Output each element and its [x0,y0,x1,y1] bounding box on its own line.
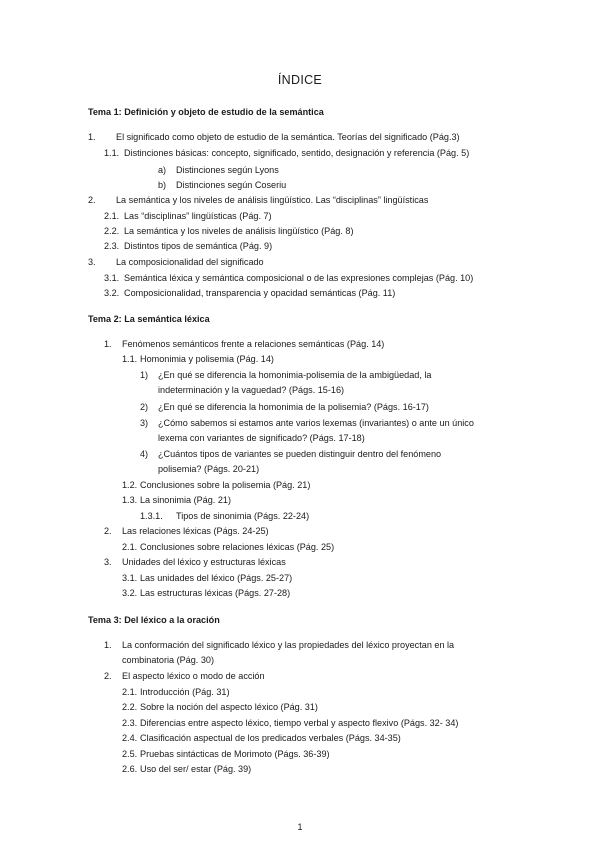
item-number: 3. [104,557,112,567]
item-text-continuation: combinatoria (Pág. 30) [122,655,214,665]
page-title: ÍNDICE [277,73,323,87]
item-number: 1. [104,339,112,349]
item-text: Pruebas sintácticas de Morimoto (Págs. 36-39) [140,749,330,759]
item-number: 2.6. [122,764,138,774]
item-number: 3.2. [122,588,138,598]
item-text: ¿En qué se diferencia la homonimia de la polisemia? (Págs. 16-17) [158,402,429,412]
item-text: Las estructuras léxicas (Págs. 27-28) [140,588,291,598]
page-number: 1 [297,822,303,832]
item-number: 2.3. [104,241,120,251]
item-number: 2.2. [122,702,138,712]
item-text: Unidades del léxico y estructuras léxicas [122,557,286,567]
item-text: La composicionalidad del significado [116,257,264,267]
item-text: Homonimia y polisemia (Pág. 14) [140,354,274,364]
item-text: El significado como objeto de estudio de la semántica. Teorías del significado (Pág.3) [116,132,460,142]
item-number: b) [158,180,167,190]
item-text-continuation: indeterminación y la vaguedad? (Págs. 15-16) [158,385,345,395]
item-number: 3) [140,418,149,428]
item-text: Distinciones según Lyons [176,165,279,175]
item-text-continuation: lexema con variantes de significado? (Págs. 17-18) [158,433,365,443]
item-number: 2. [104,526,112,536]
item-number: 2. [104,671,112,681]
item-number: 2) [140,402,149,412]
tema-heading: Tema 1: Definición y objeto de estudio de la semántica [88,107,324,117]
item-number: 4) [140,449,149,459]
item-text: Introducción (Pág. 31) [140,687,230,697]
item-text: Distinciones según Coseriu [176,180,287,190]
item-text: Sobre la noción del aspecto léxico (Pág. 31) [140,702,318,712]
item-number: 3.2. [104,288,120,298]
item-text: La conformación del significado léxico y las propiedades del léxico proyectan en la [122,640,455,650]
item-text: La semántica y los niveles de análisis lingüístico. Las “disciplinas” lingüísticas [116,195,429,205]
item-text: Clasificación aspectual de los predicados verbales (Págs. 34-35) [140,733,401,743]
item-number: 2.5. [122,749,138,759]
item-number: 3.1. [122,573,138,583]
item-text: Conclusiones sobre la polisemia (Pág. 21) [140,480,311,490]
item-number: 2.1. [104,211,120,221]
item-number: 1) [140,370,149,380]
item-text: ¿En qué se diferencia la homonimia-polisemia de la ambigüedad, la [158,370,432,380]
item-number: 2.3. [122,718,138,728]
item-text: El aspecto léxico o modo de acción [122,671,265,681]
item-text: Diferencias entre aspecto léxico, tiempo verbal y aspecto flexivo (Págs. 32- 34) [140,718,459,728]
item-number: 2.1. [122,542,138,552]
item-number: 2. [88,195,96,205]
item-number: 1.3. [122,495,138,505]
item-text: La semántica y los niveles de análisis lingüístico (Pág. 8) [124,226,354,236]
item-text: Tipos de sinonimia (Págs. 22-24) [176,511,310,521]
item-number: 1.2. [122,480,138,490]
item-text: Las unidades del léxico (Págs. 25-27) [140,573,293,583]
item-text: Las “disciplinas” lingüísticas (Pág. 7) [124,211,272,221]
item-text: Uso del ser/ estar (Pág. 39) [140,764,252,774]
item-text: Distintos tipos de semántica (Pág. 9) [124,241,273,251]
item-number: 2.1. [122,687,138,697]
item-text: La sinonimia (Pág. 21) [140,495,231,505]
item-text: ¿Cómo sabemos si estamos ante varios lexemas (invariantes) o ante un único [158,418,474,428]
item-number: 1. [104,640,112,650]
item-number: 3. [88,257,96,267]
item-text: Las relaciones léxicas (Págs. 24-25) [122,526,269,536]
item-text: ¿Cuántos tipos de variantes se pueden distinguir dentro del fenómeno [158,449,442,459]
item-text-continuation: polisemia? (Págs. 20-21) [158,464,260,474]
item-number: a) [158,165,167,175]
item-number: 1.1. [122,354,138,364]
item-number: 1.3.1. [140,511,163,521]
item-text: Semántica léxica y semántica composicional o de las expresiones complejas (Pág. 10) [124,273,474,283]
item-number: 3.1. [104,273,120,283]
item-number: 1.1. [104,148,120,158]
item-number: 2.4. [122,733,138,743]
tema-heading: Tema 2: La semántica léxica [88,314,210,324]
item-text: Fenómenos semánticos frente a relaciones semánticas (Pág. 14) [122,339,385,349]
item-text: Distinciones básicas: concepto, significado, sentido, designación y referencia (Pág. 5) [124,148,470,158]
item-text: Conclusiones sobre relaciones léxicas (Pág. 25) [140,542,335,552]
item-number: 2.2. [104,226,120,236]
tema-heading: Tema 3: Del léxico a la oración [88,615,220,625]
item-number: 1. [88,132,96,142]
item-text: Composicionalidad, transparencia y opacidad semánticas (Pág. 11) [124,288,396,298]
